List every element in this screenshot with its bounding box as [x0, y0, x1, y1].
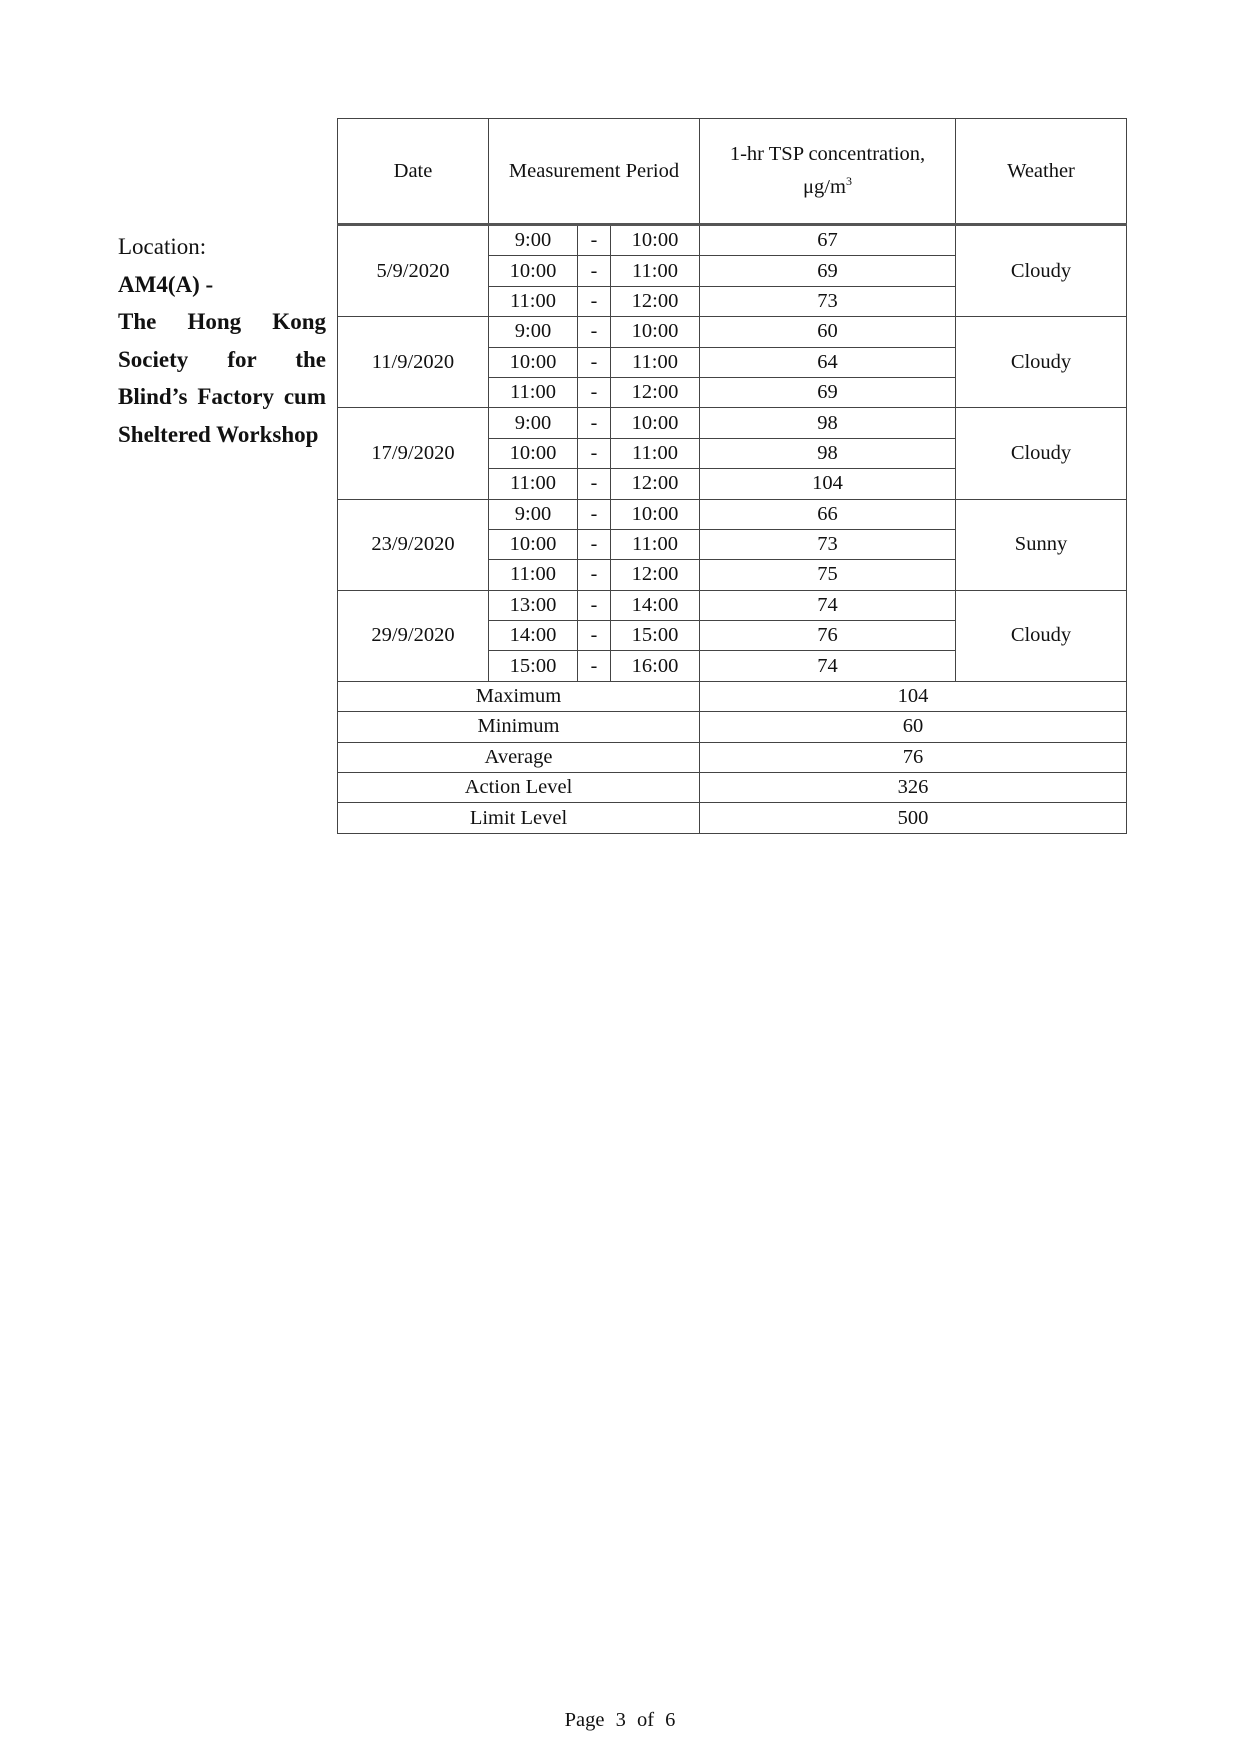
date-cell: 17/9/2020: [338, 408, 489, 499]
period-start-cell: 10:00: [489, 438, 578, 468]
page-number: Page 3 of 6: [564, 1709, 676, 1731]
period-separator-cell: -: [578, 317, 611, 347]
tsp-header: [700, 119, 956, 225]
table-row: [338, 408, 1127, 438]
tsp-value-cell: 74: [700, 651, 956, 681]
summary-label-cell: Limit Level: [338, 803, 700, 833]
date-cell: 11/9/2020: [338, 317, 489, 408]
period-separator-cell: -: [578, 377, 611, 407]
period-start-cell: 11:00: [489, 286, 578, 316]
summary-label-cell: Average: [338, 742, 700, 772]
station-description: The Hong Kong Society for the Blind’s Factory cum Sheltered Workshop: [118, 309, 326, 447]
table-row: [338, 317, 1127, 347]
period-start-cell: 11:00: [489, 377, 578, 407]
period-start-cell: 9:00: [489, 408, 578, 438]
period-end-cell: 11:00: [611, 438, 700, 468]
period-end-cell: 16:00: [611, 651, 700, 681]
tsp-value-cell: 104: [700, 469, 956, 499]
summary-value-cell: 60: [700, 712, 1127, 742]
period-start-cell: 15:00: [489, 651, 578, 681]
tsp-unit-exponent: 3: [845, 174, 852, 189]
summary-value-cell: 104: [700, 681, 1127, 711]
header-row: [338, 119, 1127, 225]
period-separator-cell: -: [578, 438, 611, 468]
date-header: Date: [338, 119, 489, 225]
weather-cell: Cloudy: [956, 408, 1127, 499]
period-separator-cell: -: [578, 590, 611, 620]
period-end-cell: 10:00: [611, 317, 700, 347]
weather-header: Weather: [956, 119, 1127, 225]
tsp-value-cell: 67: [700, 225, 956, 256]
period-separator-cell: -: [578, 529, 611, 559]
period-end-cell: 10:00: [611, 225, 700, 256]
tsp-value-cell: 74: [700, 590, 956, 620]
period-header: Measurement Period: [489, 119, 700, 225]
period-start-cell: 10:00: [489, 347, 578, 377]
station-id: AM4(A) -: [118, 271, 214, 297]
tsp-table: [337, 118, 1127, 834]
tsp-value-cell: 64: [700, 347, 956, 377]
period-start-cell: 11:00: [489, 469, 578, 499]
summary-label-cell: Maximum: [338, 681, 700, 711]
weather-cell: Cloudy: [956, 317, 1127, 408]
tsp-unit: μg/m: [803, 175, 846, 198]
period-end-cell: 10:00: [611, 408, 700, 438]
table-row: [338, 499, 1127, 529]
table-row: [338, 590, 1127, 620]
period-separator-cell: -: [578, 286, 611, 316]
weather-cell: Cloudy: [956, 590, 1127, 681]
tsp-value-cell: 75: [700, 560, 956, 590]
summary-value-cell: 500: [700, 803, 1127, 833]
period-separator-cell: -: [578, 560, 611, 590]
period-end-cell: 12:00: [611, 469, 700, 499]
period-separator-cell: -: [578, 347, 611, 377]
period-start-cell: 9:00: [489, 225, 578, 256]
table-row: [338, 225, 1127, 256]
summary-row: [338, 773, 1127, 803]
summary-row: [338, 742, 1127, 772]
summary-row: [338, 803, 1127, 833]
period-separator-cell: -: [578, 256, 611, 286]
tsp-value-cell: 66: [700, 499, 956, 529]
weather-cell: Cloudy: [956, 225, 1127, 317]
summary-row: [338, 712, 1127, 742]
location-block: [118, 228, 326, 453]
period-end-cell: 11:00: [611, 529, 700, 559]
summary-label-cell: Action Level: [338, 773, 700, 803]
period-end-cell: 11:00: [611, 347, 700, 377]
period-start-cell: 13:00: [489, 590, 578, 620]
summary-value-cell: 76: [700, 742, 1127, 772]
summary-row: [338, 681, 1127, 711]
tsp-value-cell: 73: [700, 286, 956, 316]
period-separator-cell: -: [578, 408, 611, 438]
summary-value-cell: 326: [700, 773, 1127, 803]
period-start-cell: 14:00: [489, 621, 578, 651]
tsp-value-cell: 98: [700, 438, 956, 468]
period-separator-cell: -: [578, 225, 611, 256]
period-end-cell: 15:00: [611, 621, 700, 651]
tsp-value-cell: 98: [700, 408, 956, 438]
tsp-value-cell: 73: [700, 529, 956, 559]
period-end-cell: 14:00: [611, 590, 700, 620]
period-end-cell: 12:00: [611, 560, 700, 590]
weather-cell: Sunny: [956, 499, 1127, 590]
tsp-header-label: 1-hr TSP concentration,: [729, 143, 926, 166]
period-start-cell: 10:00: [489, 529, 578, 559]
date-cell: 29/9/2020: [338, 590, 489, 681]
period-end-cell: 12:00: [611, 286, 700, 316]
period-start-cell: 10:00: [489, 256, 578, 286]
period-end-cell: 12:00: [611, 377, 700, 407]
tsp-value-cell: 60: [700, 317, 956, 347]
period-separator-cell: -: [578, 621, 611, 651]
period-start-cell: 11:00: [489, 560, 578, 590]
period-end-cell: 11:00: [611, 256, 700, 286]
tsp-value-cell: 76: [700, 621, 956, 651]
summary-label-cell: Minimum: [338, 712, 700, 742]
period-end-cell: 10:00: [611, 499, 700, 529]
period-start-cell: 9:00: [489, 499, 578, 529]
period-separator-cell: -: [578, 499, 611, 529]
period-start-cell: 9:00: [489, 317, 578, 347]
period-separator-cell: -: [578, 651, 611, 681]
tsp-value-cell: 69: [700, 377, 956, 407]
location-label: Location:: [118, 234, 207, 259]
tsp-value-cell: 69: [700, 256, 956, 286]
period-separator-cell: -: [578, 469, 611, 499]
date-cell: 23/9/2020: [338, 499, 489, 590]
table-body: [338, 225, 1127, 834]
date-cell: 5/9/2020: [338, 225, 489, 317]
